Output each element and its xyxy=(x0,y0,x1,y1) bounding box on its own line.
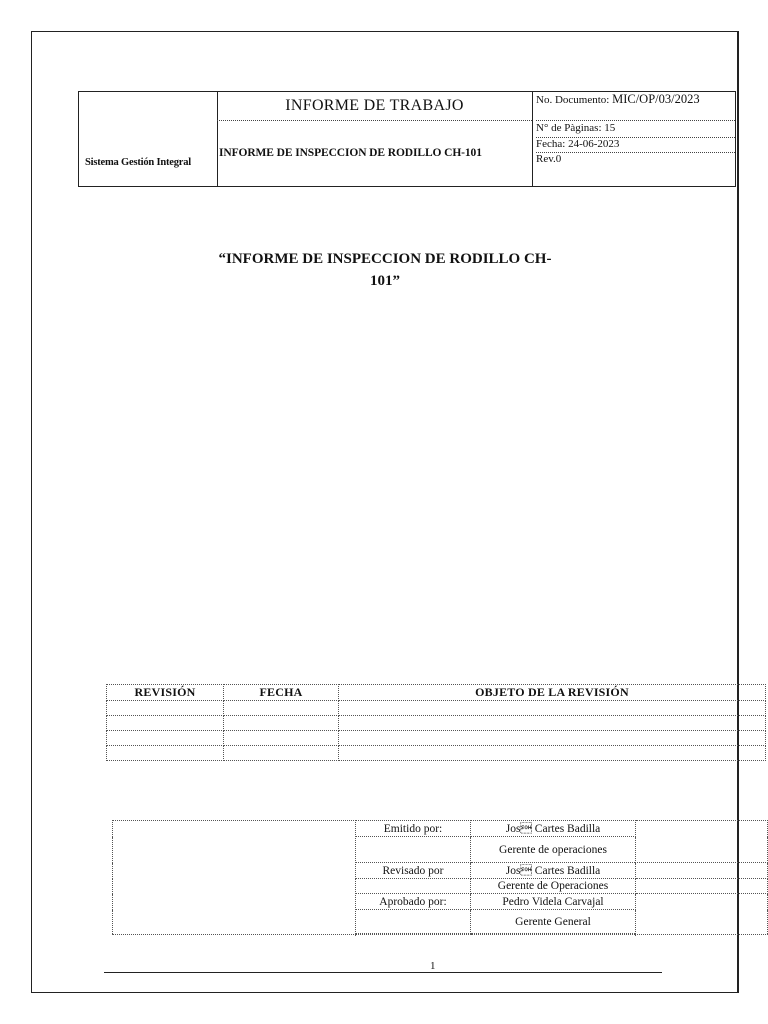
doc-number xyxy=(536,92,735,121)
reviewed-label: Revisado por xyxy=(356,863,471,879)
reviewed-name: Jos Cartes Badilla xyxy=(471,863,636,879)
doc-subject: INFORME DE INSPECCION DE RODILLO CH-101 xyxy=(219,147,482,159)
col-object: OBJETO DE LA REVISIÓN xyxy=(339,685,766,701)
table-row xyxy=(107,746,766,761)
approved-role: Gerente General xyxy=(471,910,636,934)
approved-name: Pedro Videla Carvajal xyxy=(471,894,636,910)
revision-header-row xyxy=(107,685,766,701)
signature-cell xyxy=(636,821,768,863)
doc-number-label: No. Documento: xyxy=(536,94,610,106)
issued-name: Jos Cartes Badilla xyxy=(471,821,636,837)
approved-label: Aprobado por: xyxy=(356,894,471,910)
approval-table xyxy=(112,820,768,935)
issued-label: Emitido por: xyxy=(356,821,471,837)
signature-cell xyxy=(636,863,768,879)
system-cell xyxy=(79,92,218,186)
doc-date: Fecha: 24-06-2023 xyxy=(536,137,735,150)
signature-cell xyxy=(636,894,768,935)
doc-number-value: MIC/OP/03/2023 xyxy=(612,92,700,106)
header-table xyxy=(78,91,736,187)
logo-cell xyxy=(113,821,356,935)
page-count: N° de Pàginas: 15 xyxy=(536,122,616,134)
document-title xyxy=(190,248,580,292)
table-row xyxy=(107,731,766,746)
doc-info-cell xyxy=(532,92,735,186)
col-revision: REVISIÓN xyxy=(107,685,224,701)
title-cell xyxy=(217,92,533,186)
reviewed-role: Gerente de Operaciones xyxy=(471,879,636,894)
table-row xyxy=(113,821,768,837)
col-date: FECHA xyxy=(224,685,339,701)
page-right-edge xyxy=(738,31,739,993)
page-number: 1 xyxy=(430,960,436,972)
table-row xyxy=(107,701,766,716)
doc-type: INFORME DE TRABAJO xyxy=(217,92,532,121)
revision-table xyxy=(106,684,766,761)
title-line-2: 101” xyxy=(370,273,400,289)
system-name: Sistema Gestión Integral xyxy=(85,157,192,168)
footer-rule xyxy=(104,972,662,973)
title-line-1: “INFORME DE INSPECCION DE RODILLO CH- xyxy=(218,251,552,267)
table-row xyxy=(107,716,766,731)
issued-role: Gerente de operaciones xyxy=(471,837,636,863)
doc-revision: Rev.0 xyxy=(536,152,735,165)
